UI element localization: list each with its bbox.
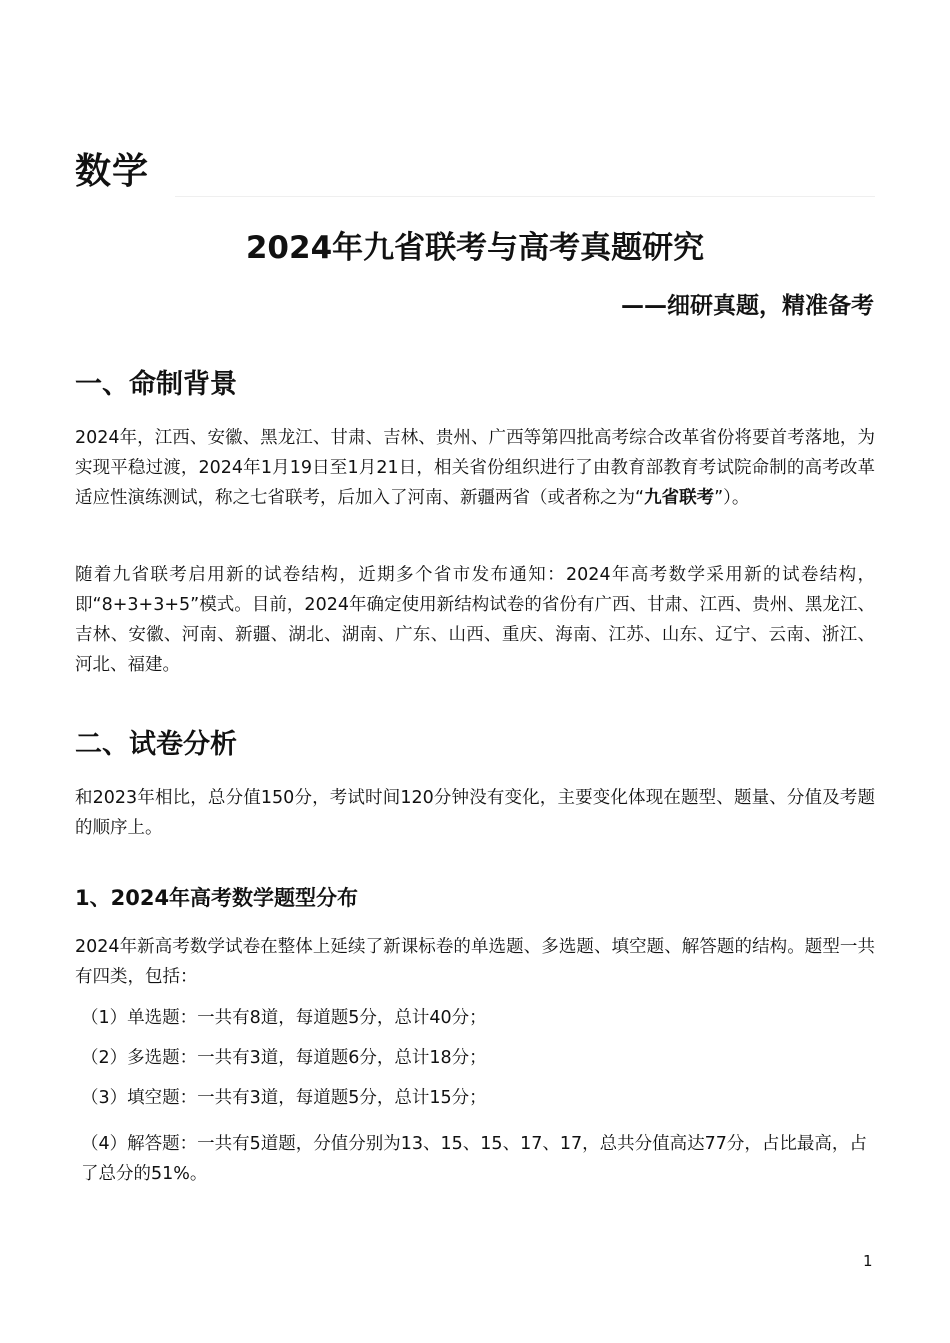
subsection-heading-question-types: 1、2024年高考数学题型分布 — [75, 886, 359, 910]
header-divider — [175, 196, 875, 197]
list-item: （3）填空题：一共有3道，每道题5分，总计15分； — [81, 1088, 487, 1108]
list-item: （1）单选题：一共有8道，每道题5分，总计40分； — [81, 1008, 487, 1028]
section-heading-background: 一、命制背景 — [75, 369, 237, 400]
section-heading-analysis: 二、试卷分析 — [75, 729, 237, 760]
question-types-intro: 2024年新高考数学试卷在整体上延续了新课标卷的单选题、多选题、填空题、解答题的结构。题型一共有四类，包括： — [75, 937, 875, 987]
background-paragraph-1 — [75, 423, 875, 513]
document-title: 2024年九省联考与高考真题研究 — [245, 230, 705, 266]
background-paragraph-2: 随着九省联考启用新的试卷结构，近期多个省市发布通知：2024年高考数学采用新的试卷结构，即“8+3+3+5”模式。目前，2024年确定使用新结构试卷的省份有广西、甘肃、江西、贵州、黑龙江、吉林、安徽、河南、新疆、湖北、湖南、广东、山西、重庆、海南、江苏、山东、辽宁、云南、浙江、河北、福建。 — [75, 565, 875, 675]
background-paragraph-1-text: 2024年，江西、安徽、黑龙江、甘肃、吉林、贵州、广西等第四批高考综合改革省份将要首考落地，为实现平稳过渡，2024年1月19日至1月21日，相关省份组织进行了由教育部教育考试院命制的高考改革适应性演练测试，称之七省联考，后加入了河南、新疆两省（或者称之为“ — [75, 428, 875, 508]
document-subtitle: ——细研真题，精准备考 — [621, 293, 874, 319]
page-number: 1 — [863, 1252, 873, 1270]
background-paragraph-1-end: ”）。 — [714, 488, 750, 508]
subject-label: 数学 — [75, 151, 150, 192]
analysis-paragraph: 和2023年相比，总分值150分，考试时间120分钟没有变化，主要变化体现在题型、题量、分值及考题的顺序上。 — [75, 788, 875, 838]
list-item: （4）解答题：一共有5道题，分值分别为13、15、15、17、17，总共分值高达77分，占比最高，占了总分的51%。 — [81, 1134, 867, 1184]
nine-province-term: 九省联考 — [644, 488, 715, 508]
list-item: （2）多选题：一共有3道，每道题6分，总计18分； — [81, 1048, 487, 1068]
